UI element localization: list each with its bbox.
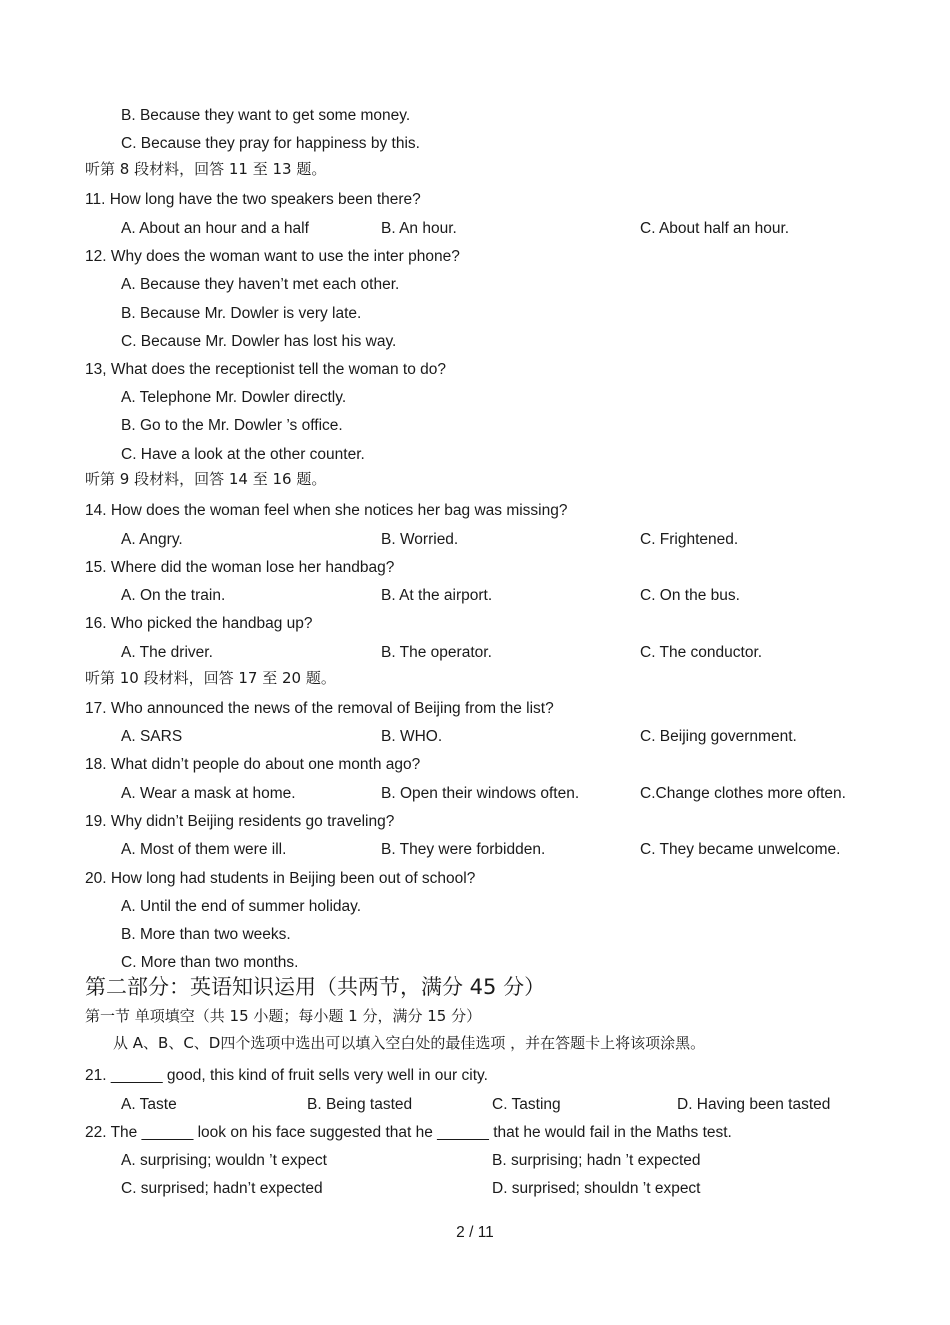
text-line: A. On the train. <box>121 587 226 604</box>
text-line: C. surprised; hadn’t expected <box>121 1180 323 1197</box>
text-line: D. surprised; shouldn ’t expect <box>492 1180 701 1197</box>
text-line: B. The operator. <box>381 644 492 661</box>
text-line: C. More than two months. <box>121 954 299 971</box>
text-line: C. Because they pray for happiness by this. <box>121 135 420 152</box>
text-line: C. Because Mr. Dowler has lost his way. <box>121 333 397 350</box>
text-line: C. Tasting <box>492 1096 561 1113</box>
text-line: 11. How long have the two speakers been there? <box>85 191 421 208</box>
text-line: 19. Why didn’t Beijing residents go traveling? <box>85 813 395 830</box>
text-line: 16. Who picked the handbag up? <box>85 615 313 632</box>
text-line: A. Angry. <box>121 531 183 548</box>
text-line: C. Frightened. <box>640 531 739 548</box>
text-line: 22. The ______ look on his face suggested that he ______ that he would fail in the Maths test. <box>85 1124 732 1141</box>
text-line: A. About an hour and a half <box>121 220 309 237</box>
text-line: A. SARS <box>121 728 183 745</box>
text-line: 14. How does the woman feel when she notices her bag was missing? <box>85 502 568 519</box>
text-line: 17. Who announced the news of the removal of Beijing from the list? <box>85 700 554 717</box>
text-line: A. The driver. <box>121 644 213 661</box>
text-line: 听第 9 段材料，回答 14 至 16 题。 <box>85 470 327 488</box>
text-line: B. At the airport. <box>381 587 493 604</box>
text-line: B. WHO. <box>381 728 443 745</box>
text-line: 第一节 单项填空（共 15 小题；每小题 1 分，满分 15 分） <box>85 1007 482 1025</box>
text-line: A. Because they haven’t met each other. <box>121 276 400 293</box>
text-line: 20. How long had students in Beijing been out of school? <box>85 870 476 887</box>
text-line: 18. What didn’t people do about one month ago? <box>85 756 421 773</box>
text-line: B. Because Mr. Dowler is very late. <box>121 305 362 322</box>
text-line: A. Telephone Mr. Dowler directly. <box>121 389 347 406</box>
text-line: B. Open their windows often. <box>381 785 580 802</box>
text-line: C. Beijing government. <box>640 728 797 745</box>
text-line: 12. Why does the woman want to use the inter phone? <box>85 248 460 265</box>
text-line: B. An hour. <box>381 220 457 237</box>
text-line: C. The conductor. <box>640 644 763 661</box>
text-line: B. More than two weeks. <box>121 926 291 943</box>
text-line: C. They became unwelcome. <box>640 841 841 858</box>
text-line: 13, What does the receptionist tell the woman to do? <box>85 361 447 378</box>
text-line: C.Change clothes more often. <box>640 785 846 802</box>
page-number: 2 / 11 <box>456 1224 494 1241</box>
text-line: A. surprising; wouldn ’t expect <box>121 1152 327 1169</box>
text-line: 21. ______ good, this kind of fruit sells very well in our city. <box>85 1067 488 1084</box>
text-line: B. Worried. <box>381 531 459 548</box>
text-line: A. Wear a mask at home. <box>121 785 296 802</box>
text-line: B. They were forbidden. <box>381 841 546 858</box>
text-line: B. Because they want to get some money. <box>121 107 411 124</box>
text-line: C. Have a look at the other counter. <box>121 446 365 463</box>
text-line: B. surprising; hadn ’t expected <box>492 1152 701 1169</box>
text-line: 从 A、B、C、D四个选项中选出可以填入空白处的最佳选项 ，并在答题卡上将该项涂黑。 <box>113 1034 706 1052</box>
text-line: C. On the bus. <box>640 587 740 604</box>
text-line: 听第 8 段材料，回答 11 至 13 题。 <box>85 160 327 178</box>
text-line: C. About half an hour. <box>640 220 790 237</box>
text-line: D. Having been tasted <box>677 1096 831 1113</box>
text-line: 听第 10 段材料，回答 17 至 20 题。 <box>85 669 336 687</box>
text-line: A. Until the end of summer holiday. <box>121 898 362 915</box>
text-line: A. Most of them were ill. <box>121 841 287 858</box>
text-line: B. Go to the Mr. Dowler ’s office. <box>121 417 343 434</box>
text-line: B. Being tasted <box>307 1096 413 1113</box>
text-line: 第二部分：英语知识运用（共两节，满分 45 分） <box>85 975 546 999</box>
text-line: 15. Where did the woman lose her handbag? <box>85 559 395 576</box>
text-line: A. Taste <box>121 1096 177 1113</box>
